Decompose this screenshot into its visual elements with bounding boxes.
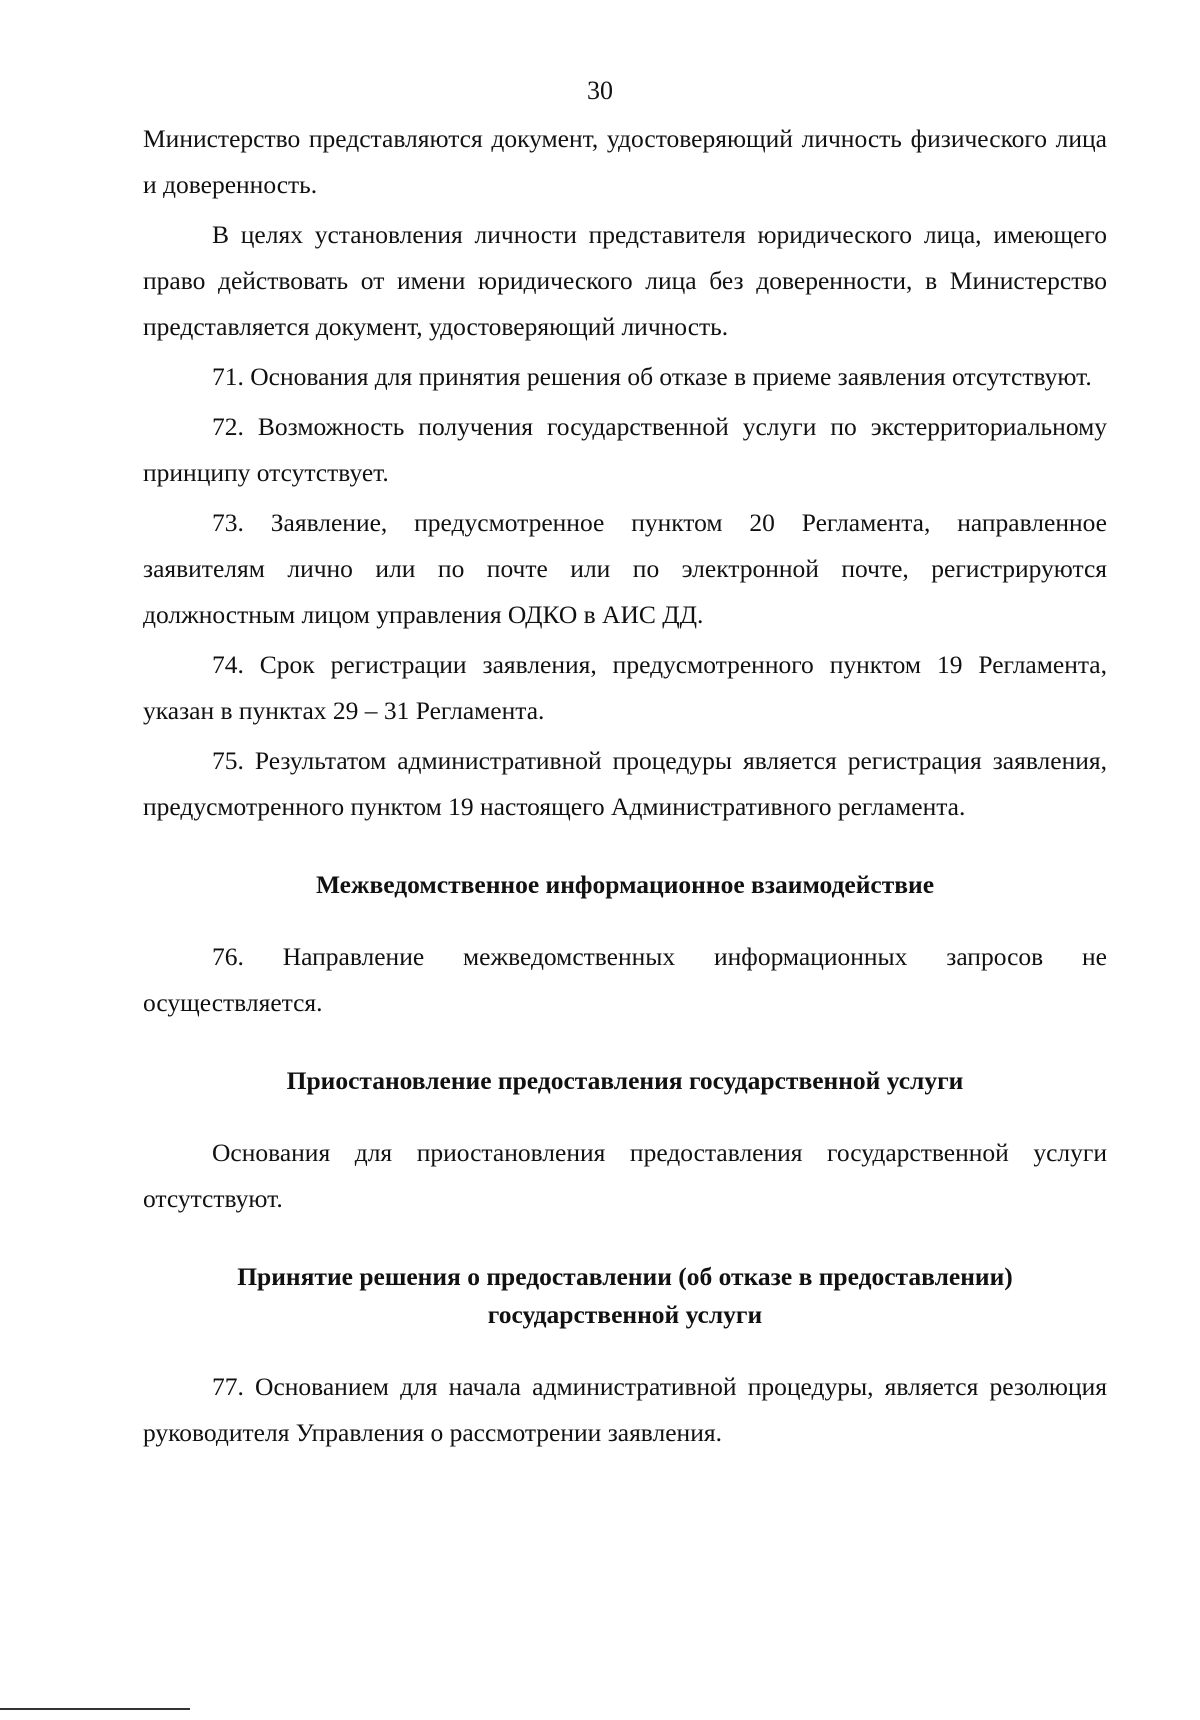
paragraph-73: 73. Заявление, предусмотренное пунктом 20 Регламента, направленное заявителям лично или по почте или по электронной почте, регистрируются должностным лицом управления ОДКО в АИС ДД. <box>143 508 1107 629</box>
paragraph-legal-entity: В целях установления личности представителя юридического лица, имеющего право действовать от имени юридического лица без доверенности, в Министерство представляется документ, удостоверяющий личность. <box>143 220 1107 341</box>
paragraph-suspension: Основания для приостановления предоставления государственной услуги отсутствуют. <box>143 1138 1107 1213</box>
paragraph-74: 74. Срок регистрации заявления, предусмотренного пунктом 19 Регламента, указан в пунктах 29 – 31 Регламента. <box>143 650 1107 725</box>
paragraph-76: 76. Направление межведомственных информационных запросов не осуществляется. <box>143 942 1107 1017</box>
paragraph-75: 75. Результатом административной процедуры является регистрация заявления, предусмотренного пунктом 19 настоящего Административного регламента. <box>143 746 1107 821</box>
heading-decision-line-2: государственной услуги <box>487 1300 763 1329</box>
document-body <box>143 116 1107 1456</box>
paragraph-77: 77. Основанием для начала административной процедуры, является резолюция руководителя Управления о рассмотрении заявления. <box>143 1372 1107 1447</box>
paragraph-72: 72. Возможность получения государственной услуги по экстерриториальному принципу отсутствует. <box>143 412 1107 487</box>
paragraph-continuation: Министерство представляются документ, удостоверяющий личность физического лица и доверенность. <box>143 124 1107 199</box>
paragraph-71: 71. Основания для принятия решения об отказе в приеме заявления отсутствуют. <box>212 362 1092 391</box>
heading-decision <box>143 1258 1107 1334</box>
heading-decision-line-1: Принятие решения о предоставлении (об отказе в предоставлении) <box>237 1262 1013 1291</box>
heading-suspension: Приостановление предоставления государственной услуги <box>286 1066 964 1095</box>
page-number: 30 <box>587 76 613 105</box>
heading-interagency: Межведомственное информационное взаимодействие <box>315 870 935 899</box>
bottom-scan-rule <box>0 1708 190 1710</box>
